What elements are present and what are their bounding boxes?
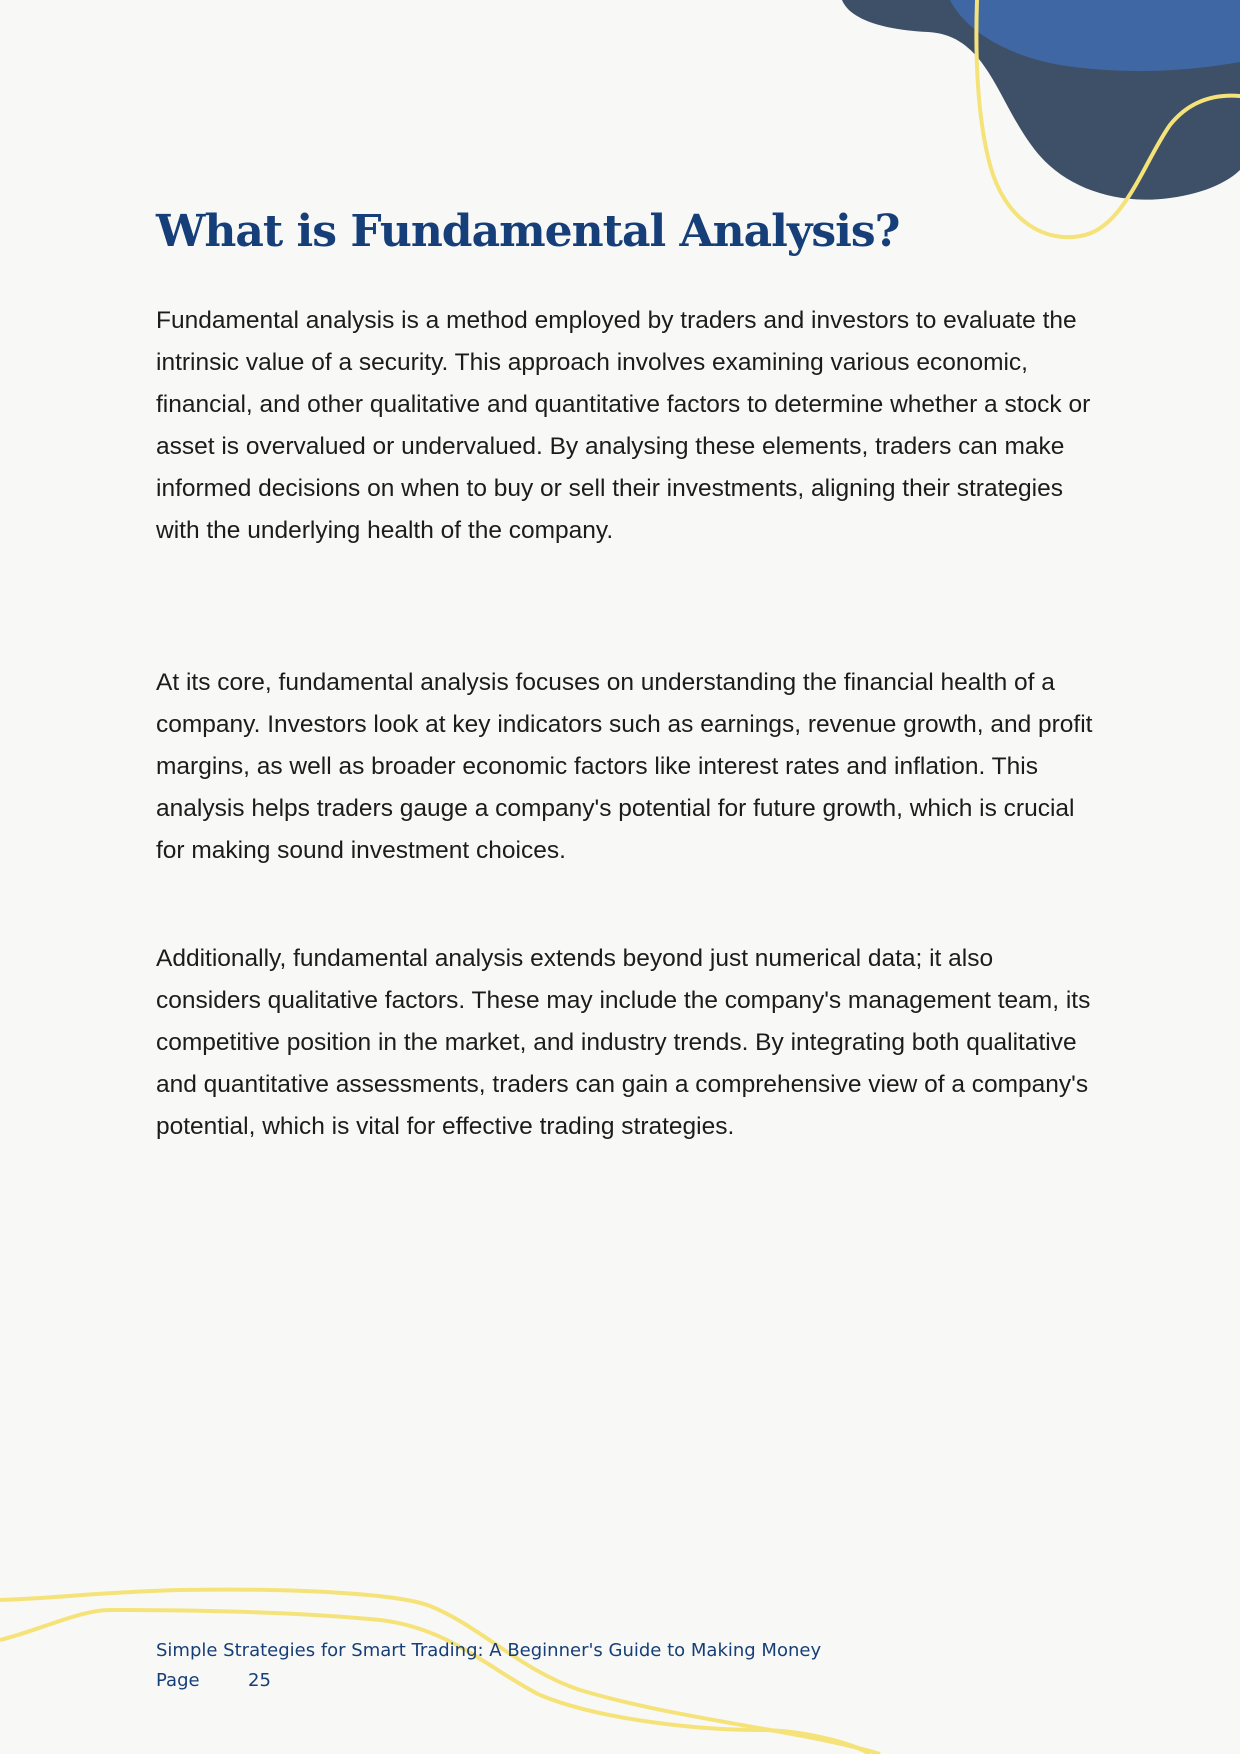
- body-paragraph-2: At its core, fundamental analysis focuses on understanding the financial health of a company. Investors look at key indicators such as earnings, revenue growth, and profit margins, as well as broader economic factors like interest rates and inflation. This analysis helps traders gauge a company's potential for future growth, which is crucial for making sound investment choices.: [156, 669, 1093, 864]
- page-title: What is Fundamental Analysis?: [156, 206, 900, 257]
- footer-page-number: [156, 1670, 271, 1691]
- body-paragraph-3: Additionally, fundamental analysis extends beyond just numerical data; it also considers qualitative factors. These may include the company's management team, its competitive position in the market, and industry trends. By integrating both qualitative and quantitative assessments, traders can gain a comprehensive view of a company's potential, which is vital for effective trading strategies.: [156, 945, 1091, 1140]
- decorative-wave-lines: [0, 1570, 1240, 1754]
- page-label: Page: [156, 1670, 200, 1691]
- body-paragraph-1: Fundamental analysis is a method employed by traders and investors to evaluate the intrinsic value of a security. This approach involves examining various economic, financial, and other qualitative and quantitative factors to determine whether a stock or asset is overvalued or undervalued. By analysing these elements, traders can make informed decisions on when to buy or sell their investments, aligning their strategies with the underlying health of the company.: [156, 307, 1091, 544]
- footer-book-title: Simple Strategies for Smart Trading: A Beginner's Guide to Making Money: [156, 1640, 822, 1661]
- page-number: 25: [248, 1670, 271, 1691]
- wave-line-2: [0, 1610, 870, 1754]
